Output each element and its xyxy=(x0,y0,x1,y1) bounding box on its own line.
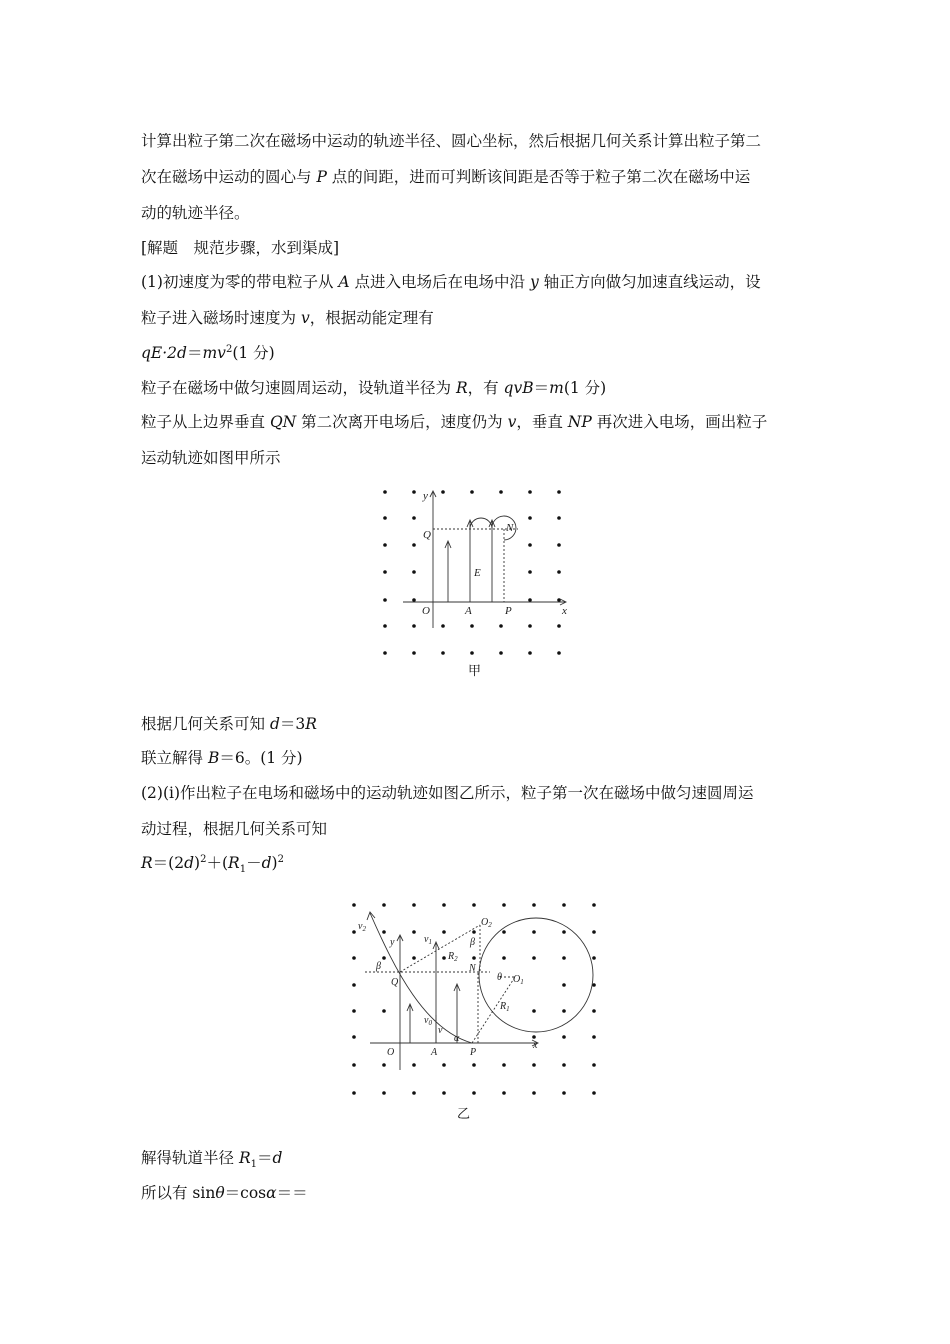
section-header: [解题 规范步骤，水到渠成] xyxy=(141,239,340,257)
svg-text:A: A xyxy=(465,605,472,617)
svg-text:x: x xyxy=(533,1040,538,1051)
result-radius: 解得轨道半径 $R_1=d$ xyxy=(141,1149,283,1171)
equation-geometry: $R=(2d)^2+(R_1-d)^2$ xyxy=(141,853,284,876)
svg-text:v2: $v_2$ xyxy=(358,921,366,933)
svg-text:β: β xyxy=(376,961,381,972)
equation-energy: $qE\cdot 2d=mv^2(1$ 分) xyxy=(141,343,275,362)
text-line-1: 计算出粒子第二次在磁场中运动的轨迹半径、圆心坐标，然后根据几何关系计算出粒子第二 xyxy=(141,132,762,150)
part1-line-1: (1)初速度为零的带电粒子从 A 点进入电场后在电场中沿 y 轴正方向做匀加速直线运动，设 xyxy=(141,273,761,291)
svg-text:Q: Q xyxy=(391,977,399,988)
field-dots xyxy=(383,490,561,655)
svg-text:y: y xyxy=(423,490,428,502)
svg-text:R2: $R_2$ xyxy=(448,951,458,963)
geometry-relation: 根据几何关系可知 d＝3R xyxy=(141,715,317,733)
caption-jia: 甲 xyxy=(468,664,482,679)
part1-line-3: 粒子从上边界垂直 QN 第二次离开电场后，速度仍为 v，垂直 NP 再次进入电场，画出粒子 xyxy=(141,413,768,431)
figure-yi xyxy=(340,895,610,1105)
svg-text:P: P xyxy=(470,1047,477,1058)
solve-B: 联立解得 B＝6。(1 分) xyxy=(141,749,303,767)
svg-text:N: N xyxy=(506,522,514,534)
svg-text:v1: $v_1$ xyxy=(424,934,432,946)
text-line-3: 动的轨迹半径。 xyxy=(141,204,250,222)
svg-text:E: E xyxy=(474,567,481,579)
equation-radius: 粒子在磁场中做匀速圆周运动，设轨道半径为 R，有 qvB＝m(1 分) xyxy=(141,379,607,397)
result-trig: 所以有 sinθ＝cosα＝＝ xyxy=(141,1184,308,1202)
figure-jia xyxy=(370,480,580,660)
svg-text:θ: θ xyxy=(497,972,502,983)
part2-line-1: (2)(ⅰ)作出粒子在电场和磁场中的运动轨迹如图乙所示，粒子第一次在磁场中做匀速圆周运 xyxy=(141,784,754,802)
svg-text:α: α xyxy=(454,1033,460,1044)
part1-line-4: 运动轨迹如图甲所示 xyxy=(141,449,281,467)
svg-text:O: O xyxy=(422,605,430,617)
svg-text:Q: Q xyxy=(423,529,431,541)
svg-text:y: y xyxy=(390,937,395,948)
svg-text:R1: $R_1$ xyxy=(500,1001,510,1013)
svg-text:O2: $O_2$ xyxy=(481,917,492,929)
svg-text:O1: $O_1$ xyxy=(513,974,524,986)
svg-text:A: A xyxy=(431,1047,438,1058)
svg-text:x: x xyxy=(562,605,567,617)
svg-text:N: N xyxy=(469,963,476,974)
part1-line-2: 粒子进入磁场时速度为 v，根据动能定理有 xyxy=(141,309,434,327)
svg-text:β: β xyxy=(470,937,475,948)
svg-text:P: P xyxy=(505,605,512,617)
svg-text:v: v xyxy=(438,1025,443,1036)
field-dots xyxy=(352,903,596,1095)
svg-text:O: O xyxy=(387,1047,395,1058)
svg-text:v0: $v_0$ xyxy=(424,1015,432,1027)
part2-line-2: 动过程，根据几何关系可知 xyxy=(141,820,328,838)
text-line-2: 次在磁场中运动的圆心与 P 点的间距，进而可判断该间距是否等于粒子第二次在磁场中运 xyxy=(141,168,751,186)
caption-yi: 乙 xyxy=(457,1107,471,1122)
